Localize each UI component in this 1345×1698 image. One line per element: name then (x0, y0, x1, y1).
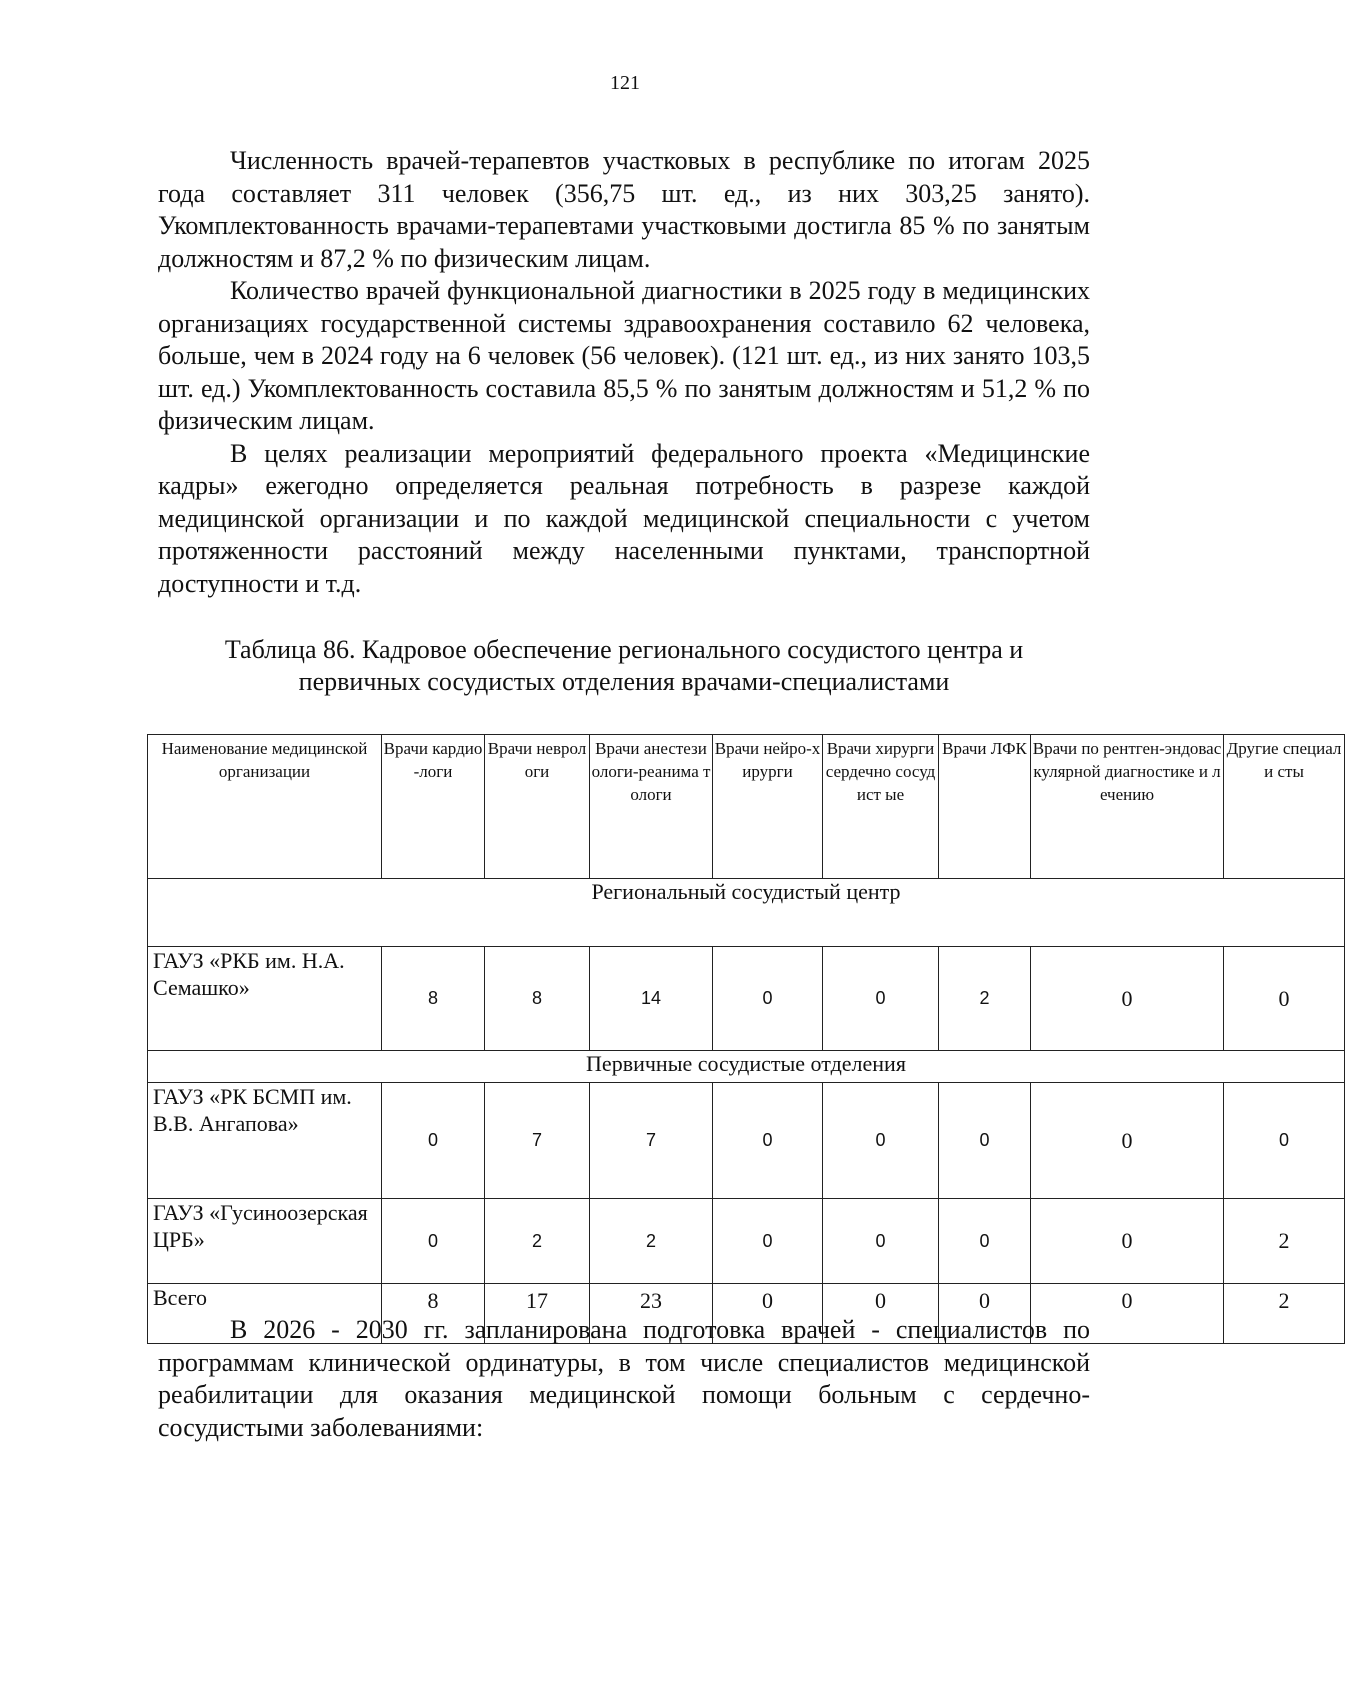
header-organization: Наименование медицинской организации (148, 735, 382, 879)
org-name-cell: ГАУЗ «РК БСМП им. В.В. Ангапова» (148, 1083, 382, 1199)
value-cell: 0 (823, 947, 939, 1051)
header-lfk: Врачи ЛФК (939, 735, 1031, 879)
body-text (158, 145, 1090, 600)
value-cell: 0 (713, 1199, 823, 1284)
value-cell: 0 (939, 1083, 1031, 1199)
table-caption-line-1: Таблица 86. Кадровое обеспечение регионального сосудистого центра и (224, 635, 1024, 664)
total-value-cell: 0 (939, 1284, 1031, 1344)
org-name-cell: ГАУЗ «РКБ им. Н.А. Семашко» (148, 947, 382, 1051)
value-cell: 0 (1224, 947, 1345, 1051)
header-cardiologists: Врачи кардио-логи (382, 735, 485, 879)
value-cell: 0 (382, 1199, 485, 1284)
total-value-cell: 2 (1224, 1284, 1345, 1344)
value-cell: 0 (823, 1199, 939, 1284)
paragraph-training-plan: В 2026 - 2030 гг. запланирована подготовка врачей - специалистов по программам клинической ординатуры, в том числе специалистов медицинской реабилитации для оказания медицинской помощи больным с сердечно-сосудистыми заболеваниями: (158, 1315, 1090, 1442)
header-cardiovascular-surgeons: Врачи хирурги сердечно сосудист ые (823, 735, 939, 879)
value-cell: 2 (590, 1199, 713, 1284)
value-cell: 7 (590, 1083, 713, 1199)
value-cell: 0 (713, 947, 823, 1051)
total-value-cell: 0 (823, 1284, 939, 1344)
table-caption-line-2: первичных сосудистых отделения врачами-специалистами (298, 667, 950, 696)
table-row (148, 947, 1345, 1051)
paragraph-federal-project: В целях реализации мероприятий федерального проекта «Медицинские кадры» ежегодно определяется реальная потребность в разрезе каждой медицинской организации и по каждой медицинской специальности с учетом протяженности расстояний между населенными пунктами, транспортной доступности и т.д. (158, 438, 1090, 598)
table-row (148, 1083, 1345, 1199)
org-name-cell: ГАУЗ «Гусиноозерская ЦРБ» (148, 1199, 382, 1284)
value-cell: 14 (590, 947, 713, 1051)
value-cell: 0 (1031, 947, 1224, 1051)
header-row (148, 735, 1345, 879)
value-cell: 2 (939, 947, 1031, 1051)
total-label-cell: Всего (148, 1284, 382, 1344)
section-row-primary (148, 1051, 1345, 1083)
section-label-primary: Первичные сосудистые отделения (148, 1051, 1345, 1083)
value-cell: 0 (382, 1083, 485, 1199)
total-value-cell: 0 (1031, 1284, 1224, 1344)
value-cell: 0 (1224, 1083, 1345, 1199)
value-cell: 0 (1031, 1083, 1224, 1199)
total-value-cell: 0 (713, 1284, 823, 1344)
value-cell: 0 (823, 1083, 939, 1199)
paragraph-therapists: Численность врачей-терапевтов участковых в республике по итогам 2025 года составляет 311 человек (356,75 шт. ед., из них 303,25 занято). Укомплектованность врачами-терапевтами участковыми достигла 85 % по занятым должностям и 87,2 % по физическим лицам. (158, 146, 1090, 273)
value-cell: 2 (1224, 1199, 1345, 1284)
value-cell: 0 (1031, 1199, 1224, 1284)
paragraph-functional-diagnostics: Количество врачей функциональной диагностики в 2025 году в медицинских организациях государственной системы здравоохранения составило 62 человека, больше, чем в 2024 году на 6 человек (56 человек). (121 шт. ед., из них занято 103,5 шт. ед.) Укомплектованность составила 85,5 % по занятым должностям и 51,2 % по физическим лицам. (158, 276, 1090, 435)
value-cell: 2 (485, 1199, 590, 1284)
table-caption (158, 634, 1090, 698)
closing-text (158, 1314, 1090, 1444)
header-endovascular: Врачи по рентген-эндоваскулярной диагностике и лечению (1031, 735, 1224, 879)
header-anesthesiologists: Врачи анестези ологи-реанима тологи (590, 735, 713, 879)
header-neurologists: Врачи неврологи (485, 735, 590, 879)
staffing-table (147, 734, 1345, 1344)
table-row (148, 1199, 1345, 1284)
header-other: Другие специали сты (1224, 735, 1345, 879)
section-row-regional (148, 879, 1345, 947)
header-neurosurgeons: Врачи нейро-хирурги (713, 735, 823, 879)
value-cell: 8 (382, 947, 485, 1051)
page-number: 121 (610, 72, 640, 94)
value-cell: 0 (939, 1199, 1031, 1284)
section-label-regional: Региональный сосудистый центр (148, 879, 1345, 947)
total-value-cell: 23 (590, 1284, 713, 1344)
value-cell: 7 (485, 1083, 590, 1199)
value-cell: 8 (485, 947, 590, 1051)
total-value-cell: 8 (382, 1284, 485, 1344)
value-cell: 0 (713, 1083, 823, 1199)
total-value-cell: 17 (485, 1284, 590, 1344)
